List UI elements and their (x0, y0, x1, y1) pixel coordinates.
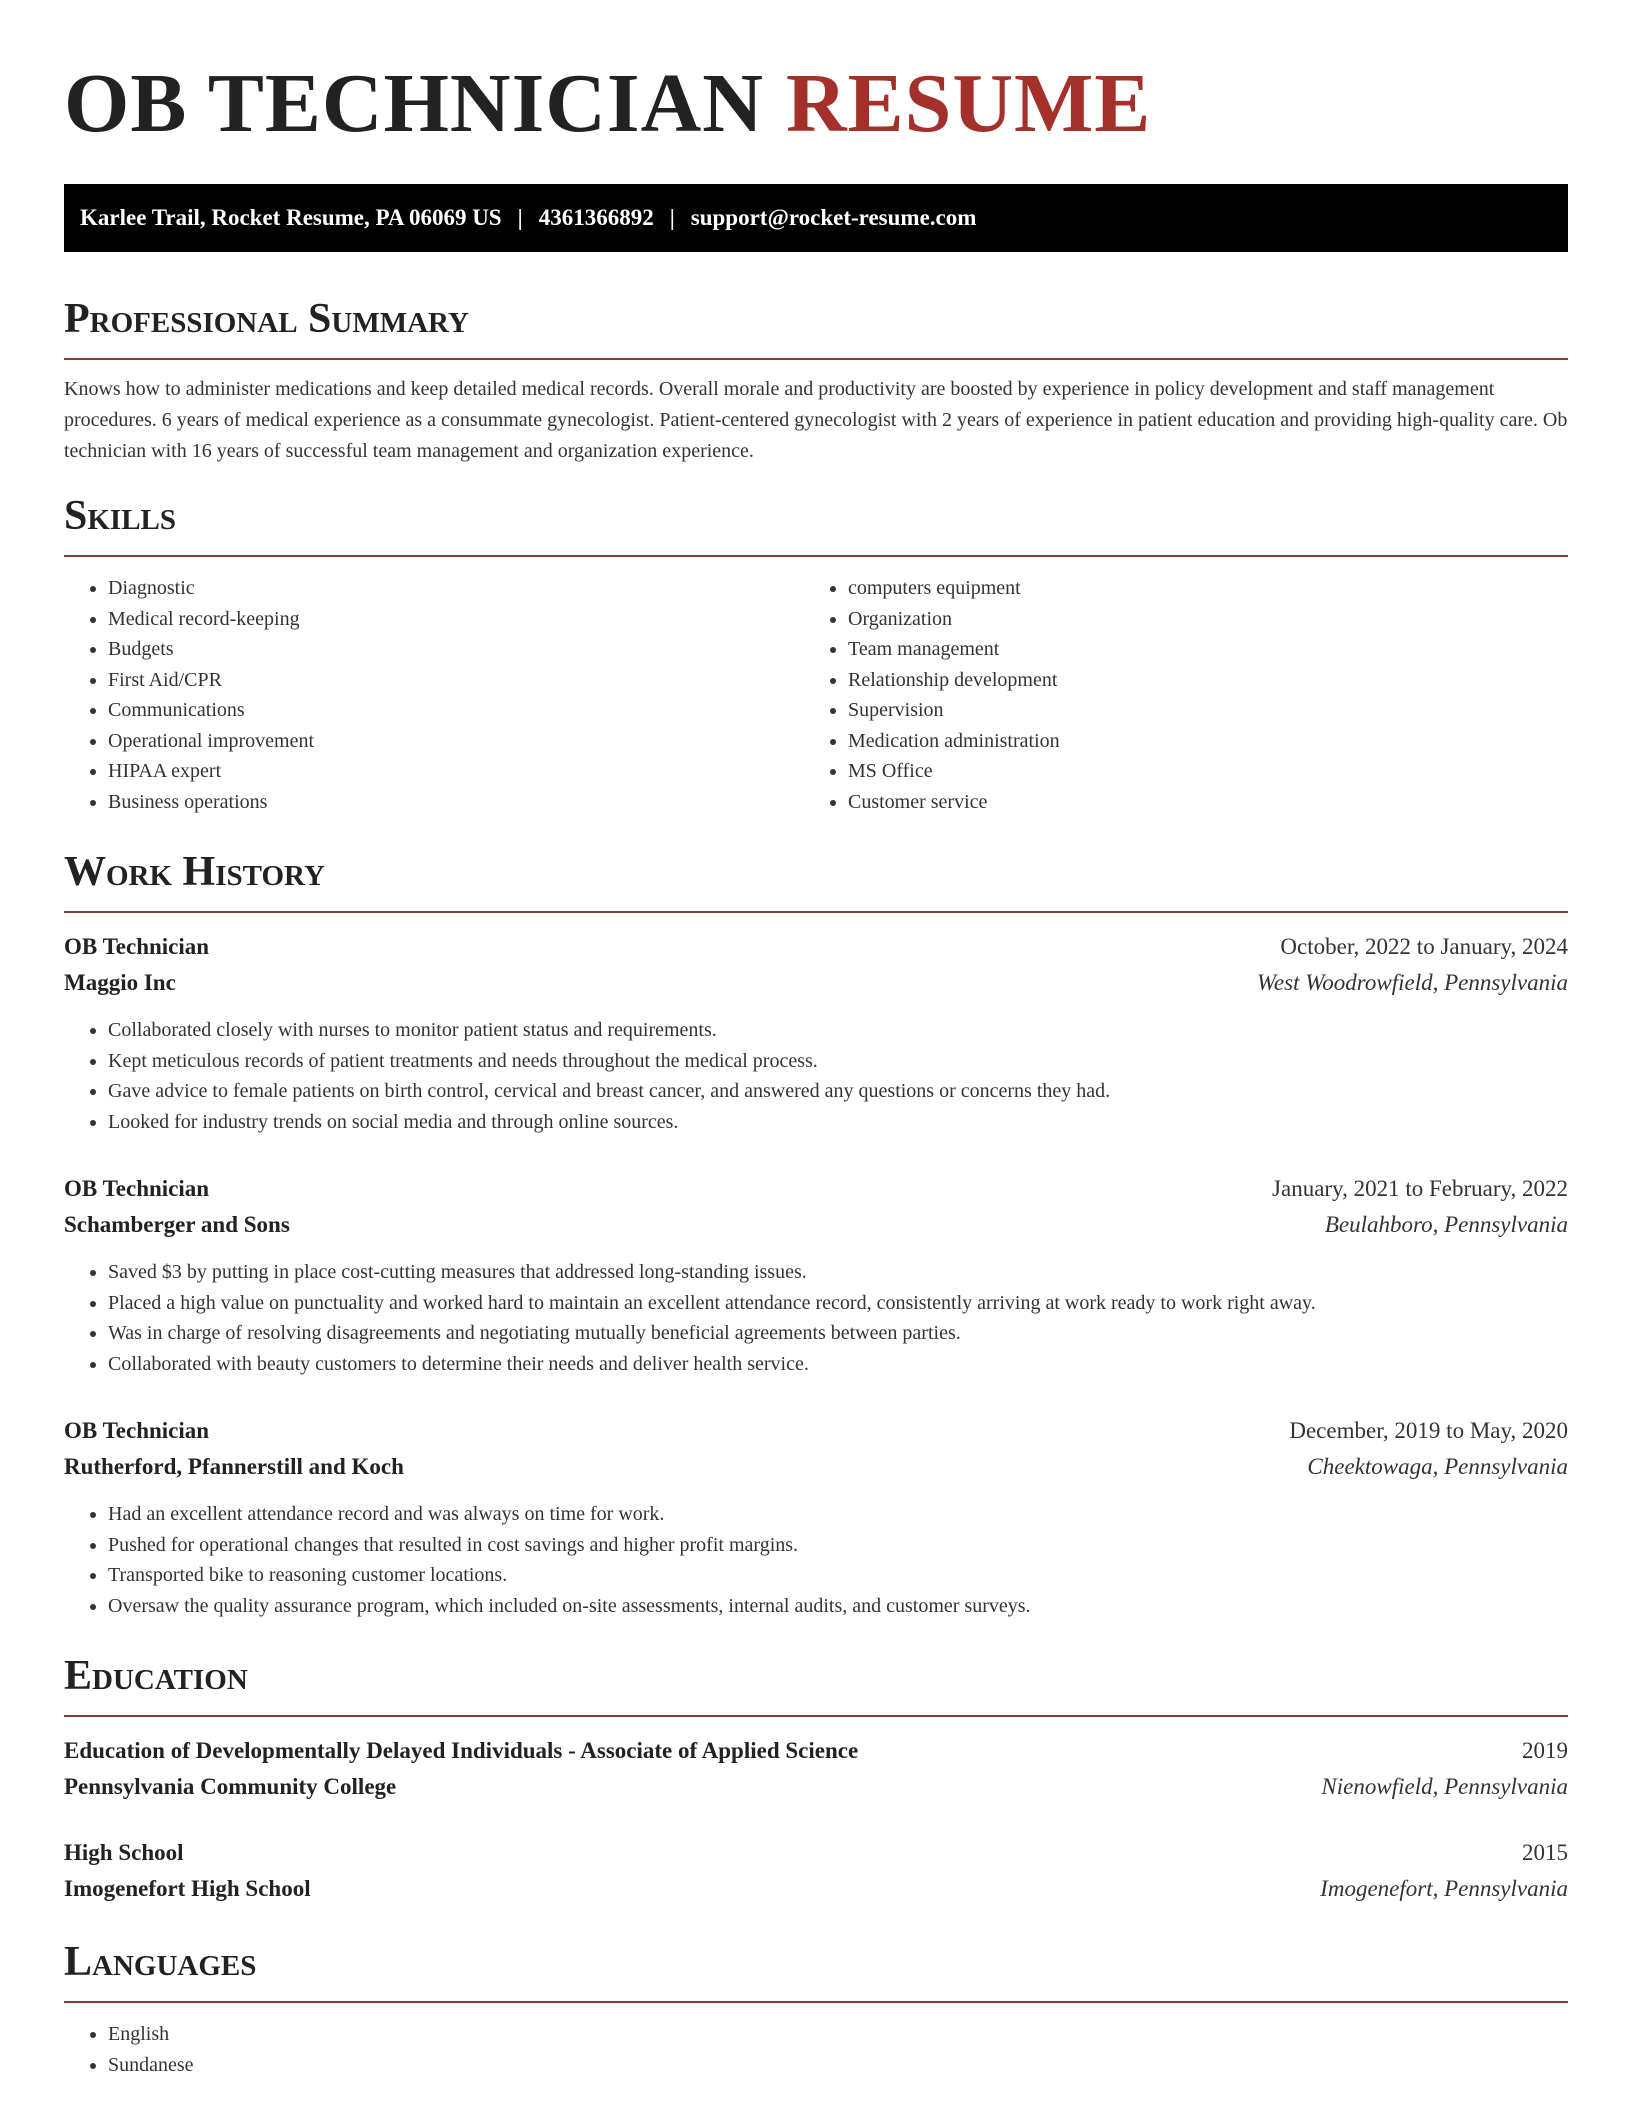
language-item: • Sundanese (108, 2050, 1568, 2081)
job-entry (64, 1413, 1568, 1621)
education-school-row (64, 1769, 1568, 1805)
job-bullet: • Transported bike to reasoning customer locations. (108, 1560, 1568, 1591)
job-company-row (64, 1449, 1568, 1485)
skill-item: • Organization (848, 604, 1544, 635)
education-school-row (64, 1871, 1568, 1907)
job-bullet: • Placed a high value on punctuality and worked hard to maintain an excellent attendance record, consistently arriving at work ready to work right away. (108, 1288, 1568, 1319)
resume-page (64, 0, 1568, 2080)
contact-email: support@rocket-resume.com (690, 205, 977, 230)
skill-item: • First Aid/CPR (108, 665, 804, 696)
work-history-section (64, 847, 1568, 1621)
job-company: Rutherford, Pfannerstill and Koch (64, 1454, 404, 1479)
section-divider (64, 1715, 1568, 1717)
job-bullet: • Kept meticulous records of patient treatments and needs throughout the medical process. (108, 1046, 1568, 1077)
skill-item: • Operational improvement (108, 726, 804, 757)
job-header-row (64, 1171, 1568, 1207)
contact-separator: | (517, 205, 523, 230)
section-heading-summary: Professional Summary (64, 296, 469, 342)
job-location: Beulahboro, Pennsylvania (1324, 1212, 1568, 1237)
skill-item: • Communications (108, 695, 804, 726)
skills-list-right (804, 573, 1544, 817)
job-location: Cheektowaga, Pennsylvania (1307, 1454, 1568, 1479)
job-bullet: • Oversaw the quality assurance program, which included on-site assessments, internal audits, and customer surveys. (108, 1591, 1568, 1622)
section-divider (64, 358, 1568, 360)
job-bullets (64, 1015, 1568, 1137)
skill-item: • Medication administration (848, 726, 1544, 757)
job-bullet: • Saved $3 by putting in place cost-cutting measures that addressed long-standing issues. (108, 1257, 1568, 1288)
job-header-row (64, 1413, 1568, 1449)
skills-list-left (64, 573, 804, 817)
section-heading-skills: Skills (64, 493, 177, 539)
job-bullet: • Collaborated with beauty customers to determine their needs and deliver health service. (108, 1349, 1568, 1380)
education-school: Pennsylvania Community College (64, 1774, 397, 1799)
section-divider (64, 2001, 1568, 2003)
title-main: OB TECHNICIAN (64, 57, 764, 150)
section-heading-languages: Languages (64, 1939, 257, 1985)
section-heading-education: Education (64, 1653, 248, 1699)
job-bullet: • Was in charge of resolving disagreements and negotiating mutually beneficial agreements between parties. (108, 1318, 1568, 1349)
job-dates: December, 2019 to May, 2020 (1289, 1418, 1568, 1443)
job-title: OB Technician (64, 934, 210, 959)
title-accent: RESUME (785, 57, 1152, 150)
education-location: Nienowfield, Pennsylvania (1321, 1774, 1568, 1799)
job-company-row (64, 965, 1568, 1001)
skill-item: • Relationship development (848, 665, 1544, 696)
job-bullet: • Looked for industry trends on social media and through online sources. (108, 1107, 1568, 1138)
languages-list (64, 2019, 1568, 2080)
languages-section (64, 1937, 1568, 2080)
job-entry (64, 1171, 1568, 1379)
job-dates: January, 2021 to February, 2022 (1272, 1176, 1568, 1201)
skills-columns (64, 573, 1568, 817)
job-company: Schamberger and Sons (64, 1212, 290, 1237)
education-degree: Education of Developmentally Delayed Individuals - Associate of Applied Science (64, 1738, 859, 1763)
skill-item: • Customer service (848, 787, 1544, 818)
job-bullet: • Pushed for operational changes that resulted in cost savings and higher profit margins. (108, 1530, 1568, 1561)
job-company: Maggio Inc (64, 970, 176, 995)
job-bullet: • Gave advice to female patients on birth control, cervical and breast cancer, and answered any questions or concerns they had. (108, 1076, 1568, 1107)
education-year: 2015 (1522, 1840, 1568, 1865)
contact-bar (64, 184, 1568, 252)
skills-column-left (64, 573, 804, 817)
skill-item: • Supervision (848, 695, 1544, 726)
job-location: West Woodrowfield, Pennsylvania (1256, 970, 1568, 995)
job-title: OB Technician (64, 1418, 210, 1443)
skills-section (64, 491, 1568, 817)
contact-separator: | (669, 205, 675, 230)
skill-item: • Medical record-keeping (108, 604, 804, 635)
job-bullet: • Had an excellent attendance record and was always on time for work. (108, 1499, 1568, 1530)
job-bullets (64, 1257, 1568, 1379)
education-degree-row (64, 1733, 1568, 1769)
skill-item: • HIPAA expert (108, 756, 804, 787)
section-divider (64, 911, 1568, 913)
contact-address: Karlee Trail, Rocket Resume, PA 06069 US (80, 205, 502, 230)
language-item: • English (108, 2019, 1568, 2050)
job-dates: October, 2022 to January, 2024 (1280, 934, 1568, 959)
education-school: Imogenefort High School (64, 1876, 311, 1901)
education-year: 2019 (1522, 1738, 1568, 1763)
summary-section (64, 294, 1568, 467)
job-header-row (64, 929, 1568, 965)
job-company-row (64, 1207, 1568, 1243)
skill-item: • Business operations (108, 787, 804, 818)
summary-text: Knows how to administer medications and keep detailed medical records. Overall morale and productivity are boosted by experience in policy development and staff management procedures. 6 years of medical experience as a consummate gynecologist. Patient-centered gynecologist with 2 years of experience in patient education and providing high-quality care. Ob technician with 16 years of successful team management and organization experience. (64, 378, 1568, 462)
skills-column-right (804, 573, 1544, 817)
skill-item: • MS Office (848, 756, 1544, 787)
education-section (64, 1651, 1568, 1907)
job-entry (64, 929, 1568, 1137)
section-heading-work-history: Work History (64, 849, 325, 895)
education-entry (64, 1835, 1568, 1907)
job-bullets (64, 1499, 1568, 1621)
resume-title (64, 0, 1568, 152)
education-location: Imogenefort, Pennsylvania (1320, 1876, 1568, 1901)
skill-item: • Diagnostic (108, 573, 804, 604)
education-degree: High School (64, 1840, 184, 1865)
education-entry (64, 1733, 1568, 1805)
skill-item: • computers equipment (848, 573, 1544, 604)
job-bullet: • Collaborated closely with nurses to monitor patient status and requirements. (108, 1015, 1568, 1046)
contact-phone: 4361366892 (538, 205, 654, 230)
skill-item: • Budgets (108, 634, 804, 665)
section-divider (64, 555, 1568, 557)
education-degree-row (64, 1835, 1568, 1871)
job-title: OB Technician (64, 1176, 210, 1201)
skill-item: • Team management (848, 634, 1544, 665)
